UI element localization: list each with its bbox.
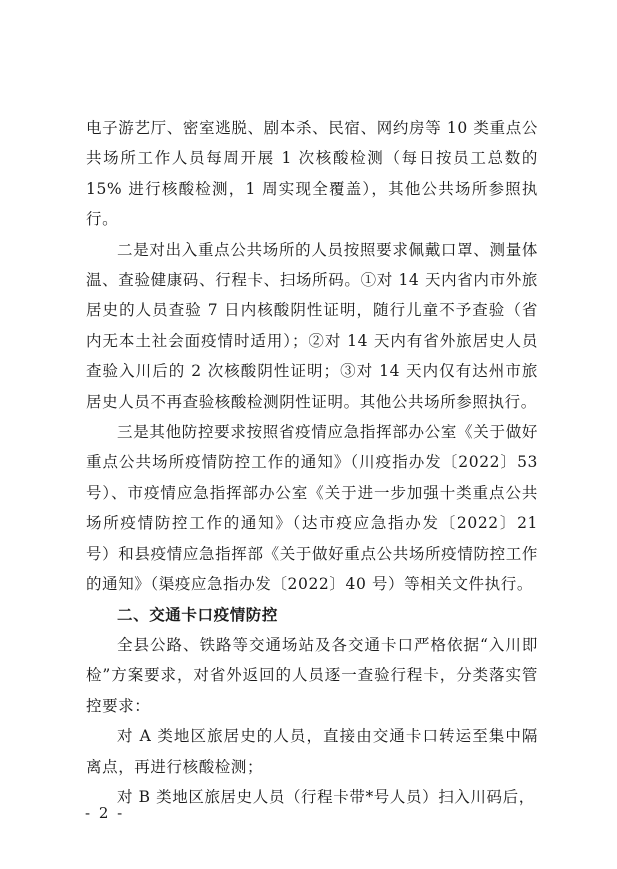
paragraph-testing-requirement: 电子游艺厅、密室逃脱、剧本杀、民宿、网约房等 10 类重点公共场所工作人员每周开展 1 次核酸检测（每日按员工总数的 15% 进行核酸检测，1 周实现全覆盖），其他公共场所参照执行。 — [86, 119, 538, 229]
paragraph-checkpoint-overview: 全县公路、铁路等交通场站及各交通卡口严格依据“入川即检”方案要求，对省外返回的人员逐一查验行程卡，分类落实管控要求： — [86, 635, 538, 715]
page-number: - 2 - — [85, 804, 125, 822]
paragraph-category-b: 对 B 类地区旅居史人员（行程卡带*号人员）扫入川码后， — [117, 787, 535, 806]
paragraph-category-a: 对 A 类地区旅居史的人员，直接由交通卡口转运至集中隔离点，再进行核酸检测； — [86, 727, 538, 776]
paragraph-entry-checks: 二是对出入重点公共场所的人员按照要求佩戴口罩、测量体温、查验健康码、行程卡、扫场所码。①对 14 天内省内市外旅居史的人员查验 7 日内核酸阴性证明，随行儿童不予查验（省内无本土社会面疫情时适用）；②对 14 天内有省外旅居史人员查验入川后的 2 次核酸阴性证明；③对 14 天内仅有达州市旅居史人员不再查验核酸检测阴性证明。其他公共场所参照执行。 — [86, 240, 538, 411]
section-heading-traffic-checkpoint: 二、交通卡口疫情防控 — [117, 605, 279, 624]
paragraph-other-requirements: 三是其他防控要求按照省疫情应急指挥部办公室《关于做好重点公共场所疫情防控工作的通知》（川疫指办发〔2022〕53 号）、市疫情应急指挥部办公室《关于进一步加强十类重点公共场所疫情防控工作的通知》（达市疫应急指办发〔2022〕21 号）和县疫情应急指挥部《关于做好重点公共场所疫情防控工作的通知》（渠疫应急指办发〔2022〕40 号）等相关文件执行。 — [86, 423, 538, 594]
document-body — [86, 113, 538, 812]
